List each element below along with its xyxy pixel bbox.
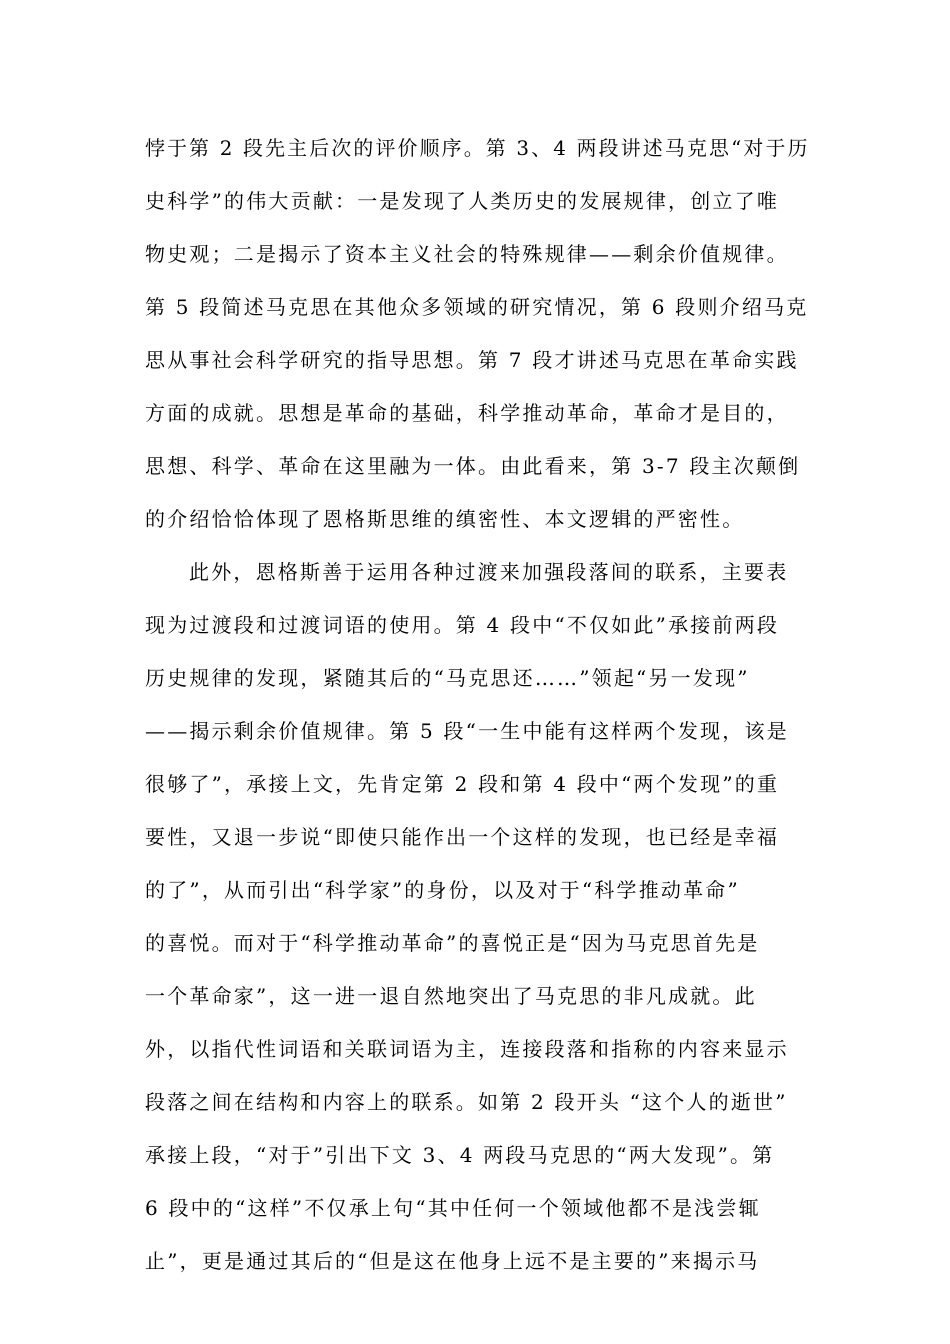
text-line: 思想、科学、革命在这里融为一体。由此看来，第 3-7 段主次颠倒 [145,454,801,478]
text-line: 现为过渡段和过渡词语的使用。第 4 段中“不仅如此”承接前两段 [145,613,780,637]
text-line: 思从事社会科学研究的指导思想。第 7 段才讲述马克思在革命实践 [145,348,799,372]
text-line: 一个革命家”，这一进一退自然地突出了马克思的非凡成就。此 [145,984,757,1008]
text-line: 外，以指代性词语和关联词语为主，连接段落和指称的内容来显示 [145,1037,789,1061]
text-line: 悖于第 2 段先主后次的评价顺序。第 3、4 两段讲述马克思“对于历 [145,136,810,160]
text-line: 物史观；二是揭示了资本主义社会的特殊规律——剩余价值规律。 [145,242,789,266]
text-line: 历史规律的发现，紧随其后的“马克思还……”领起“另一发现” [145,666,750,690]
text-line: 止”，更是通过其后的“但是这在他身上远不是主要的”来揭示马 [145,1249,760,1273]
text-line: 的了”，从而引出“科学家”的身份，以及对于“科学推动革命” [145,878,740,902]
text-line: 史科学”的伟大贡献：一是发现了人类历史的发展规律，创立了唯 [145,189,780,213]
text-line: 第 5 段简述马克思在其他众多领域的研究情况，第 6 段则介绍马克 [145,295,809,319]
text-line: 6 段中的“这样”不仅承上句“其中任何一个领域他都不是浅尝辄 [145,1196,761,1220]
text-line: 的介绍恰恰体现了恩格斯思维的缜密性、本文逻辑的严密性。 [145,507,745,531]
text-line: 的喜悦。而对于“科学推动革命”的喜悦正是“因为马克思首先是 [145,931,760,955]
text-line: 方面的成就。思想是革命的基础，科学推动革命，革命才是目的， [145,401,789,425]
text-line: 很够了”，承接上文，先肯定第 2 段和第 4 段中“两个发现”的重 [145,772,780,796]
text-line: 段落之间在结构和内容上的联系。如第 2 段开头 “这个人的逝世” [145,1090,788,1114]
paragraph-first-line: 此外，恩格斯善于运用各种过渡来加强段落间的联系，主要表 [189,560,789,584]
text-line: 要性，又退一步说“即使只能作出一个这样的发现，也已经是幸福 [145,825,780,849]
text-line: 承接上段，“对于”引出下文 3、4 两段马克思的“两大发现”。第 [145,1143,775,1167]
text-line: ——揭示剩余价值规律。第 5 段“一生中能有这样两个发现，该是 [145,719,789,743]
